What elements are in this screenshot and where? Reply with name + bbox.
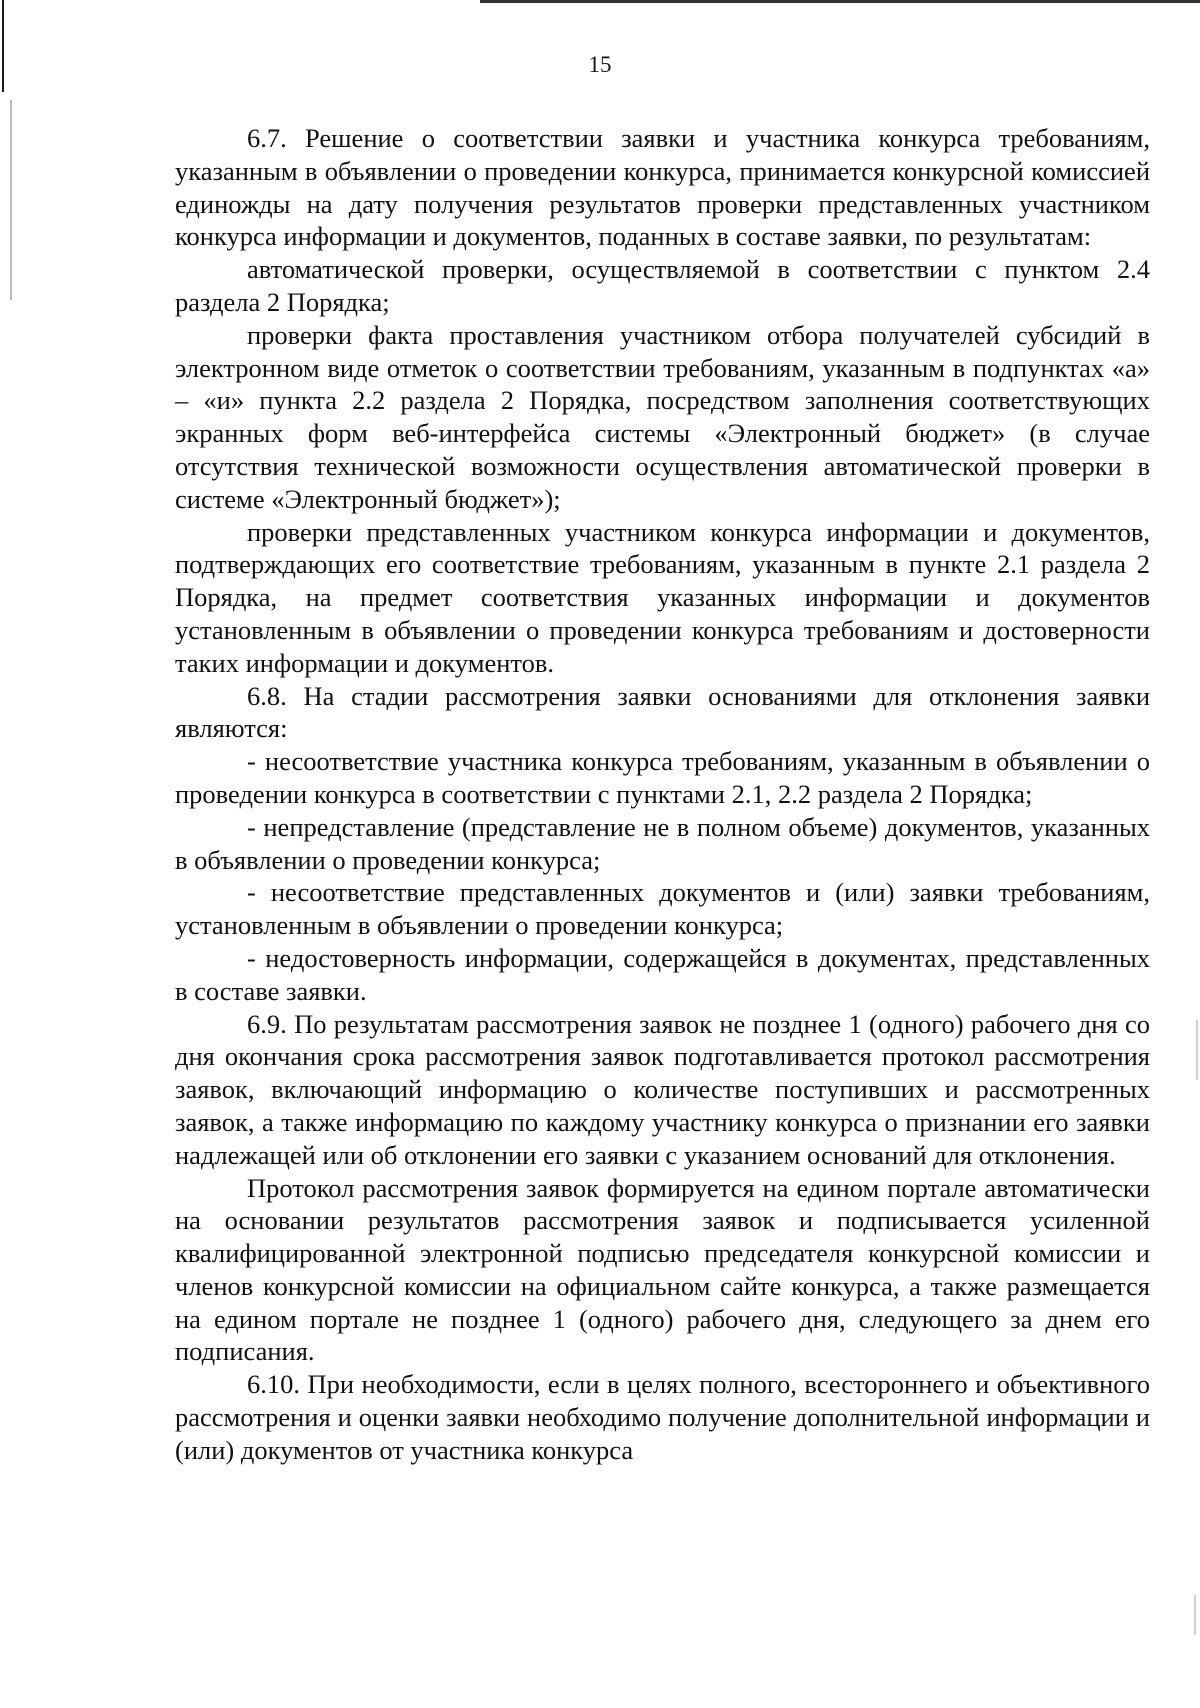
paragraph-auto-check: автоматической проверки, осуществляемой в соответствии с пунктом 2.4 раздела 2 Порядка; xyxy=(175,254,1150,317)
paragraph-documents-check: проверки представленных участником конкурса информации и документов, подтверждающих его соответствие требованиям, указанным в пункте 2.1 раздела 2 Порядка, на предмет соответствия указанных информации и документов установленным в объявлении о проведении конкурса требованиям и достоверности таких информации и документов. xyxy=(175,516,1150,678)
paragraph-6-9: 6.9. По результатам рассмотрения заявок не позднее 1 (одного) рабочего дня со дня окончания срока рассмотрения заявок подготавливается протокол рассмотрения заявок, включающий информацию о количестве поступивших и рассмотренных заявок, а также информацию по каждому участнику конкурса о признании его заявки надлежащей или об отклонении его заявки с указанием оснований для отклонения. xyxy=(175,1008,1150,1170)
list-item-documents-noncompliance: - несоответствие представленных документов и (или) заявки требованиям, установленным в объявлении о проведении конкурса; xyxy=(175,877,1150,941)
page-number: 15 xyxy=(588,52,612,77)
document-body xyxy=(175,122,1150,1467)
paragraph-6-7: 6.7. Решение о соответствии заявки и участника конкурса требованиям, указанным в объявлении о проведении конкурса, принимается конкурсной комиссией единожды на дату получения результатов проверки представленных участником конкурса информации и документов, поданных в составе заявки, по результатам: xyxy=(175,123,1150,252)
list-item-unreliability: - недостоверность информации, содержащейся в документах, представленных в составе заявки. xyxy=(175,942,1150,1006)
scan-edge-right xyxy=(1196,1020,1198,1080)
list-item-nonsubmission: - непредставление (представление не в полном объеме) документов, указанных в объявлении о проведении конкурса; xyxy=(175,811,1150,875)
scan-edge-left-faint xyxy=(10,100,12,300)
paragraph-protocol: Протокол рассмотрения заявок формируется на едином портале автоматически на основании результатов рассмотрения заявок и подписывается усиленной квалифицированной электронной подписью председателя конкурсной комиссии и членов конкурсной комиссии на официальном сайте конкурса, а также размещается на едином портале не позднее 1 (одного) рабочего дня, следующего за днем его подписания. xyxy=(175,1172,1150,1367)
paragraph-fact-check: проверки факта проставления участником отбора получателей субсидий в электронном виде отметок о соответствии требованиям, указанным в подпунктах «а» – «и» пункта 2.2 раздела 2 Порядка, посредством заполнения соответствующих экранных форм веб-интерфейса системы «Электронный бюджет» (в случае отсутствия технической возможности осуществления автоматической проверки в системе «Электронный бюджет»); xyxy=(175,319,1150,514)
list-item-noncompliance: - несоответствие участника конкурса требованиям, указанным в объявлении о проведении конкурса в соответствии с пунктами 2.1, 2.2 раздела 2 Порядка; xyxy=(175,746,1150,809)
scan-edge-top xyxy=(480,0,1200,3)
paragraph-6-10: 6.10. При необходимости, если в целях полного, всестороннего и объективного рассмотрения и оценки заявки необходимо получение дополнительной информации и (или) документов от участника конкурса xyxy=(175,1369,1150,1465)
paragraph-6-8: 6.8. На стадии рассмотрения заявки основаниями для отклонения заявки являются: xyxy=(175,680,1150,744)
scan-edge-right-lower xyxy=(1194,1595,1196,1635)
